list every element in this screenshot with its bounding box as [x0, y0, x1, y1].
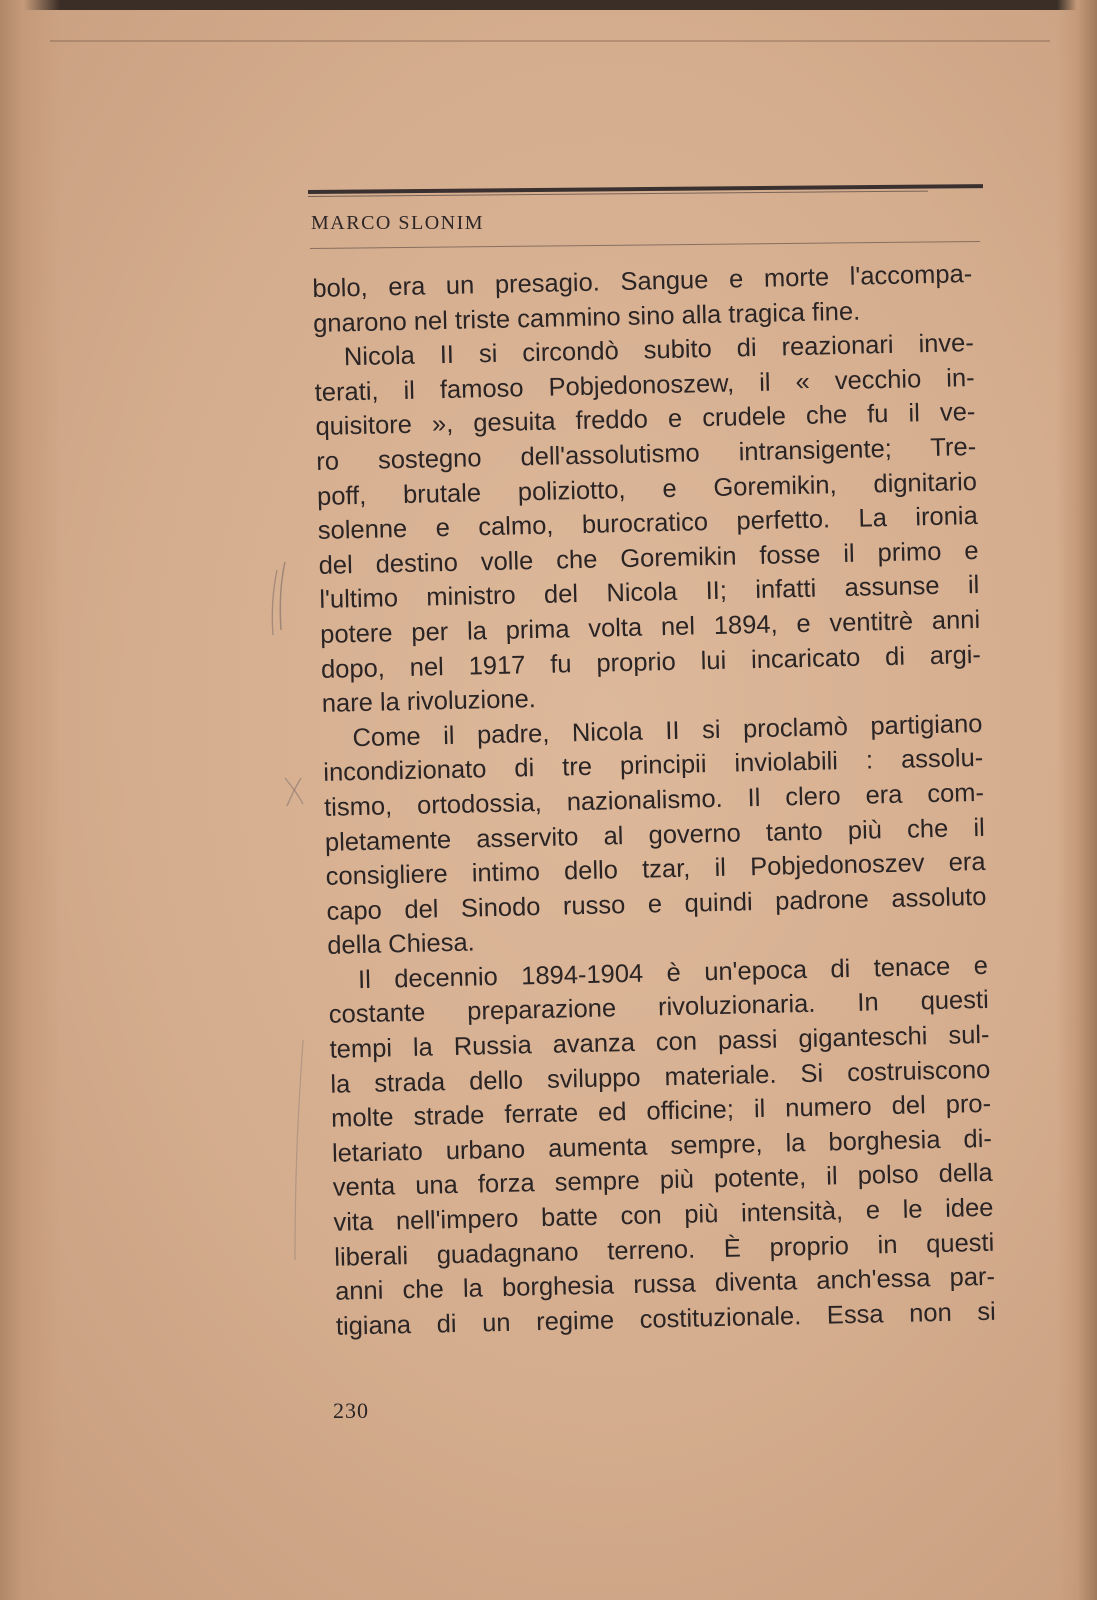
text-line: tismo, ortodossia, nazionalismo. Il clero era com-: [323, 778, 985, 822]
text-line: l'ultimo ministro del Nicola II; infatti assunse il: [319, 571, 980, 615]
text-line: Il decennio 1894-1904 è un'epoca di tenace e: [357, 951, 989, 995]
text-line: costante preparazione rivoluzionaria. In questi: [328, 986, 990, 1030]
page-top-edge: [0, 0, 1097, 10]
text-line: la strada dello sviluppo materiale. Si costruiscono: [330, 1055, 991, 1099]
text-line: anni che la borghesia russa diventa anch'essa par-: [334, 1262, 996, 1306]
text-line: nare la rivoluzione.: [321, 685, 537, 719]
text-line: del destino volle che Goremikin fosse il primo e: [318, 536, 979, 580]
page-fold-line: [50, 40, 1050, 42]
pencil-marks: [255, 560, 305, 1280]
text-line: consigliere intimo dello tzar, il Pobjedonoszev era: [325, 847, 986, 891]
text-line: bolo, era un presagio. Sangue e morte l'accompa-: [312, 260, 973, 303]
body-text: [312, 257, 1016, 1345]
text-line: liberali guadagnano terreno. È proprio in questi: [334, 1228, 995, 1272]
text-line: tigiana di un regime costituzionale. Essa non si: [335, 1297, 997, 1341]
text-line: molte strade ferrate ed officine; il numero del pro-: [330, 1090, 992, 1134]
text-line: tempi la Russia avanza con passi giganteschi sul-: [329, 1020, 990, 1064]
text-line: quisitore », gesuita freddo e crudele che fu il ve-: [315, 398, 976, 442]
text-line: potere per la prima volta nel 1894, e ventitrè anni: [319, 605, 981, 649]
text-line: Come il padre, Nicola II si proclamò partigiano: [352, 709, 983, 752]
page-binding-edge: [0, 0, 60, 1600]
text-line: della Chiesa.: [326, 928, 475, 961]
text-line: letariato urbano aumenta sempre, la borghesia di-: [331, 1124, 993, 1168]
text-line: poff, brutale poliziotto, e Goremikin, dignitario: [316, 467, 978, 511]
text-line: gnarono nel triste cammino sino alla tragica fine.: [312, 297, 861, 338]
text-line: ro sostegno dell'assolutismo intransigente; Tre-: [315, 432, 977, 476]
running-head-underline: [310, 241, 980, 249]
page-right-edge: [1057, 0, 1097, 1600]
text-line: venta una forza sempre più potente, il polso della: [332, 1159, 993, 1203]
text-line: incondizionato di tre principii inviolabili : assolu-: [323, 744, 984, 788]
text-line: capo del Sinodo russo e quindi padrone assoluto: [326, 882, 987, 926]
text-line: solenne e calmo, burocratico perfetto. La ironia: [317, 502, 979, 546]
text-line: dopo, nel 1917 fu proprio lui incaricato di argi-: [320, 640, 982, 684]
text-line: terati, il famoso Pobjedonoszew, il « vecchio in-: [314, 363, 975, 407]
text-line: pletamente asservito al governo tanto più che il: [324, 813, 986, 857]
text-line: Nicola II si circondò subito di reazionari inve-: [343, 329, 975, 372]
running-head: MARCO SLONIM: [311, 212, 485, 234]
text-line: vita nell'impero batte con più intensità, e le idee: [333, 1193, 994, 1237]
page-number: 230: [333, 1398, 369, 1423]
